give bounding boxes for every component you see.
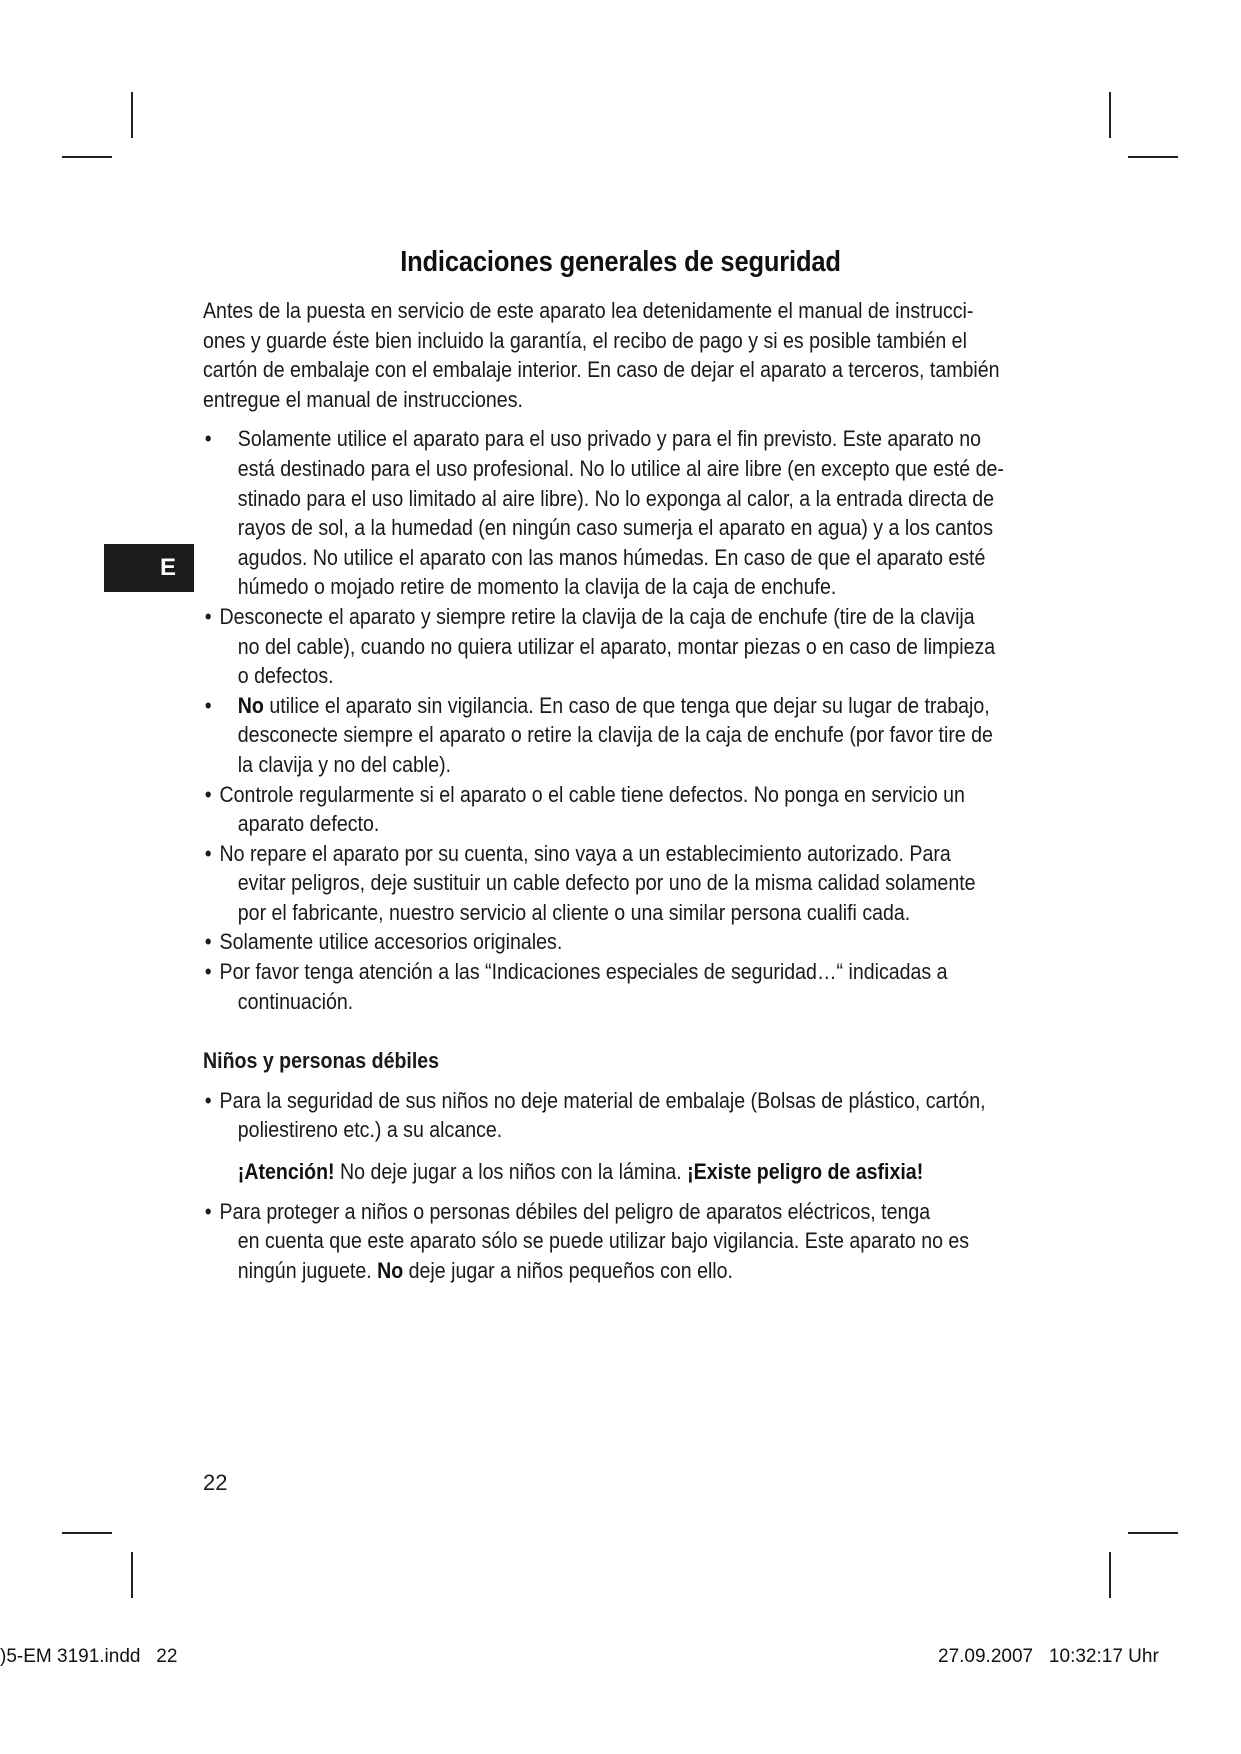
bullet-line: húmedo o mojado retire de momento la clavija de la caja de enchufe. [237,574,837,600]
safety-bullet [203,424,1073,602]
crop-mark-bottom-right-vertical [1109,1552,1111,1598]
crop-mark-top-right-vertical [1109,92,1111,138]
attention-note [203,1157,1073,1187]
emphasis-no: No [237,692,264,718]
bullet-line [238,691,1073,721]
bullet-line: continuación. [237,988,354,1014]
intro-line: entregue el manual de instrucciones. [203,386,523,412]
page-number: 22 [203,1470,228,1495]
bullet-line: poliestireno etc.) a su alcance. [237,1117,503,1143]
bullet-line: aparato defecto. [237,811,380,837]
intro-paragraph [203,296,1073,414]
intro-line: Antes de la puesta en servicio de este aparato lea detenidamente el manual de instrucci- [203,298,974,323]
bullet-line: Por favor tenga atención a las “Indicaciones especiales de seguridad…“ indicadas a [219,959,948,985]
safety-bullet [203,927,1073,957]
bullet-line: en cuenta que este aparato sólo se puede utilizar bajo vigilancia. Este aparato no es [237,1228,970,1254]
crop-mark-bottom-left-horizontal [62,1532,112,1534]
language-tab: E [104,544,194,592]
bullet-line: no del cable), cuando no quiera utilizar el aparato, montar piezas o en caso de limpieza [237,633,996,659]
crop-mark-bottom-right-horizontal [1128,1532,1178,1534]
bullet-line: por el fabricante, nuestro servicio al cliente o una similar persona cualifi cada. [237,899,911,925]
crop-mark-top-left-horizontal [62,156,112,158]
intro-line: cartón de embalaje con el embalaje interior. En caso de dejar el aparato a terceros, también [203,357,1000,383]
bullet-line: Para la seguridad de sus niños no deje material de embalaje (Bolsas de plástico, cartón, [219,1087,986,1113]
bullet-text: ningún juguete. [237,1257,378,1283]
bullet-line: Solamente utilice accesorios originales. [219,929,563,955]
bullet-line [238,1256,1073,1286]
safety-bullet [203,957,1073,1016]
attention-label: ¡Atención! [237,1159,335,1185]
bullet-line: evitar peligros, deje sustituir un cable defecto por uno de la misma calidad solamente [237,870,976,896]
print-slug-timestamp: 27.09.2007 10:32:17 Uhr [938,1646,1159,1667]
asphyxia-warning: ¡Existe peligro de asfixia! [687,1159,924,1185]
bullet-line: agudos. No utilice el aparato con las manos húmedas. En caso de que el aparato esté [237,544,986,570]
safety-bullet [203,839,1073,928]
bullet-icon: • [204,840,212,866]
bullet-line: la clavija y no del cable). [237,751,452,777]
bullet-icon: • [204,781,212,807]
safety-bullet [203,602,1073,691]
bullet-line: Controle regularmente si el aparato o el cable tiene defectos. No ponga en servicio un [219,781,965,807]
document-body [203,296,1073,1285]
bullet-line: está destinado para el uso profesional. No lo utilice al aire libre (en excepto que esté de- [237,455,1004,481]
children-bullet [203,1197,1073,1286]
emphasis-no: No [377,1257,404,1283]
attention-text: No deje jugar a los niños con la lámina. [334,1159,688,1185]
bullet-line: Solamente utilice el aparato para el uso privado y para el fin previsto. Este aparato no [237,426,982,452]
crop-mark-top-left-vertical [131,92,133,138]
children-bullet [203,1086,1073,1145]
bullet-icon: • [204,959,212,985]
bullet-text: utilice el aparato sin vigilancia. En caso de que tenga que dejar su lugar de trabajo, [263,692,990,718]
crop-mark-top-right-horizontal [1128,156,1178,158]
bullet-icon: • [204,929,212,955]
safety-bullet [203,780,1073,839]
bullet-line: o defectos. [237,663,334,689]
bullet-icon: • [204,1087,212,1113]
safety-bullet [203,691,1073,780]
page-title: Indicaciones generales de seguridad [400,246,841,278]
bullet-line: No repare el aparato por su cuenta, sino vaya a un establecimiento autorizado. Para [219,840,951,866]
bullet-icon: • [204,1198,212,1224]
bullet-line: rayos de sol, a la humedad (en ningún caso sumerja el aparato en agua) y a los cantos [237,515,993,541]
section-heading: Niños y personas débiles [203,1048,440,1074]
bullet-line: stinado para el uso limitado al aire libre). No lo exponga al calor, a la entrada directa de [237,485,995,511]
print-slug-file: )5-EM 3191.indd 22 [0,1646,178,1667]
bullet-icon: • [204,692,212,718]
bullet-text: deje jugar a niños pequeños con ello. [403,1257,733,1283]
bullet-icon: • [204,426,212,452]
bullet-line: Desconecte el aparato y siempre retire la clavija de la caja de enchufe (tire de la clavija [219,603,975,629]
crop-mark-bottom-left-vertical [131,1552,133,1598]
bullet-line: desconecte siempre el aparato o retire la clavija de la caja de enchufe (por favor tire de [237,722,993,748]
intro-line: ones y guarde éste bien incluido la garantía, el recibo de pago y si es posible también el [203,327,967,353]
bullet-icon: • [204,603,212,629]
bullet-line: Para proteger a niños o personas débiles del peligro de aparatos eléctricos, tenga [219,1198,931,1224]
